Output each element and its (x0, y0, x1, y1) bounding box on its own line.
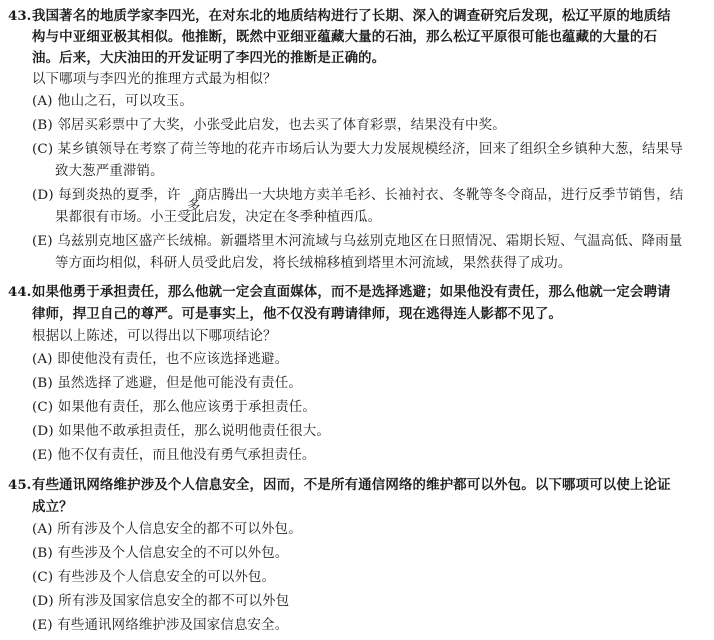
question-43-number: 43. (8, 8, 32, 24)
question-43-option-c-line-1: (C) 某乡镇领导在考察了荷兰等地的花卉市场后认为要大力发展规模经济，回来了组织全乡镇种大葱，结果导 (32, 142, 683, 157)
question-43-option-e-line-2: 等方面均相似，科研人员受此启发，将长绒棉移植到塔里木河流域，果然获得了成功。 (55, 256, 572, 271)
question-44-option-a: (A) 即使他没有责任，也不应该选择逃避。 (32, 352, 289, 367)
question-43-option-d-line-2: 果都很有市场。小王受此启发，决定在冬季种植西瓜。 (55, 210, 382, 225)
question-43-prompt: 以下哪项与李四光的推理方式最为相似？ (32, 72, 277, 87)
question-44-number: 44. (8, 284, 32, 300)
question-45-option-c: (C) 有些涉及个人信息安全的可以外包。 (32, 570, 276, 585)
question-43-option-b: (B) 邻居买彩票中了大奖，小张受此启发，也去买了体育彩票，结果没有中奖。 (32, 118, 506, 133)
question-45-option-d: (D) 所有涉及国家信息安全的都不可以外包 (32, 594, 290, 609)
question-45-stem-line-1: 有些通讯网络维护涉及个人信息安全，因而，不是所有通信网络的维护都可以外包。以下哪项可以使上论证 (32, 477, 671, 493)
question-43-option-d-line-1: (D) 每到炎热的夏季，许 商店腾出一大块地方卖羊毛衫、长袖衬衣、冬靴等冬令商品，进行反季节销售，结 (32, 188, 684, 203)
question-44-option-d: (D) 如果他不敢承担责任，那么说明他责任很大。 (32, 424, 331, 439)
question-44-prompt: 根据以上陈述，可以得出以下哪项结论？ (32, 329, 277, 344)
question-45-stem-line-2: 成立？ (32, 499, 73, 515)
question-45-option-e: (E) 有些通讯网络维护涉及国家信息安全。 (32, 618, 289, 633)
question-43-stray-character: 多 (187, 199, 201, 214)
question-44-option-c: (C) 如果他有责任，那么他应该勇于承担责任。 (32, 400, 316, 415)
question-43-option-a: (A) 他山之石，可以攻玉。 (32, 94, 194, 109)
question-44-option-e: (E) 他不仅有责任，而且他没有勇气承担责任。 (32, 448, 316, 463)
question-43-option-e-line-1: (E) 乌兹别克地区盛产长绒棉。新疆塔里木河流域与乌兹别克地区在日照情况、霜期长短、气温高低、降雨量 (32, 234, 683, 249)
question-43-stem-line-3: 油。后来，大庆油田的开发证明了李四光的推断是正确的。 (32, 50, 386, 66)
question-44-stem-line-1: 如果他勇于承担责任，那么他就一定会直面媒体，而不是选择逃避；如果他没有责任，那么他就一定会聘请 (32, 284, 671, 300)
question-43-option-c-line-2: 致大葱严重滞销。 (55, 164, 164, 179)
question-43-stem-line-2: 构与中亚细亚极其相似。他推断，既然中亚细亚蕴藏大量的石油，那么松辽平原很可能也蕴藏的大量的石 (32, 29, 658, 45)
question-45-option-b: (B) 有些涉及个人信息安全的不可以外包。 (32, 546, 289, 561)
question-45-number: 45. (8, 477, 32, 493)
question-43-stem-line-1: 我国著名的地质学家李四光，在对东北的地质结构进行了长期、深入的调查研究后发现，松辽平原的地质结 (32, 8, 671, 24)
question-44-option-b: (B) 虽然选择了逃避，但是他可能没有责任。 (32, 376, 302, 391)
question-45-option-a: (A) 所有涉及个人信息安全的都不可以外包。 (32, 522, 302, 537)
question-44-stem-line-2: 律师，捍卫自己的尊严。可是事实上，他不仅没有聘请律师，现在逃得连人影都不见了。 (32, 306, 563, 322)
